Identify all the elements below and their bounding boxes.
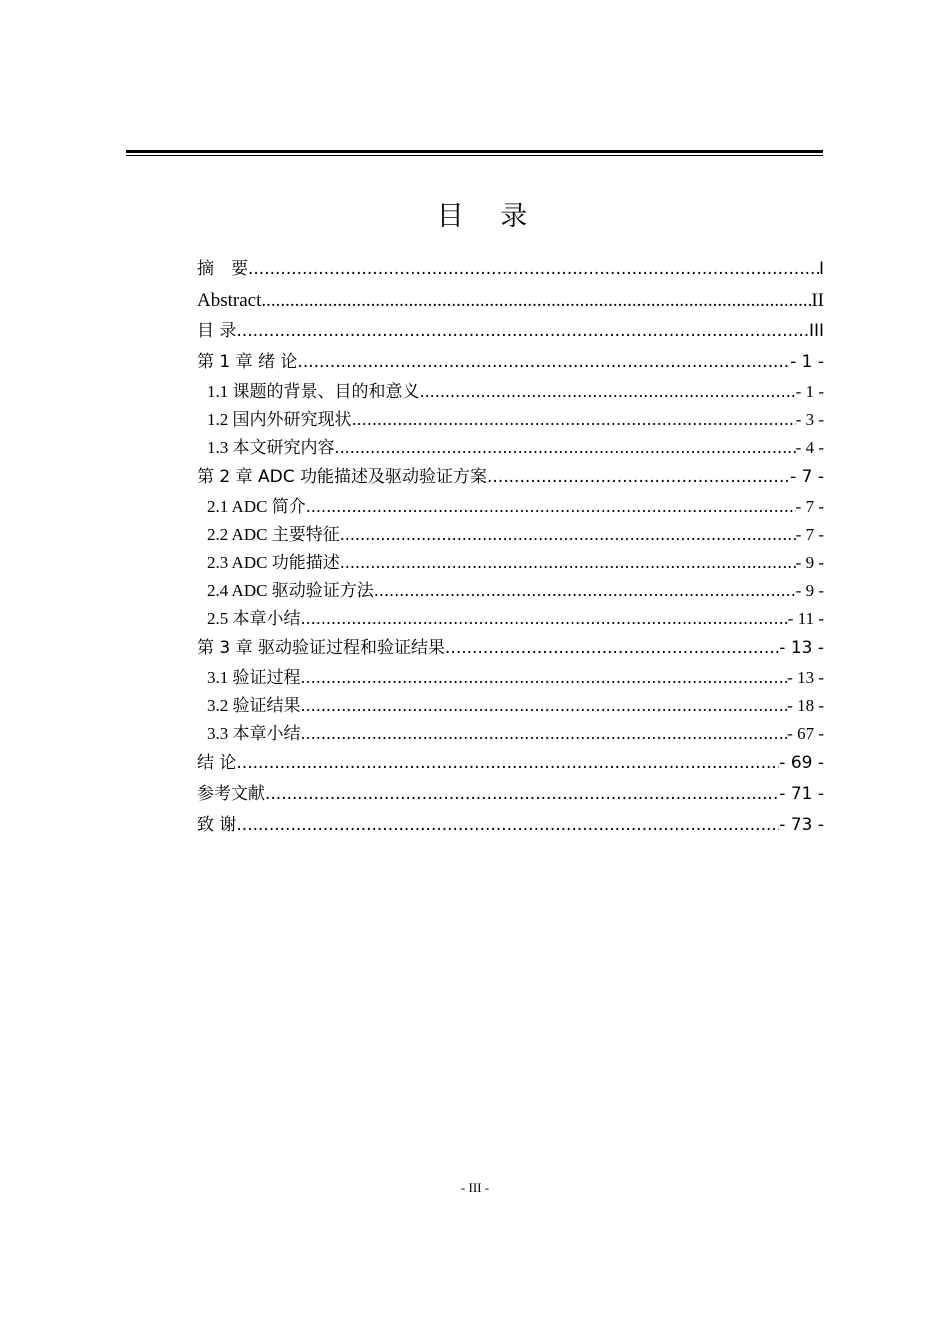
- toc-entry-section-2-1[interactable]: [197, 493, 824, 521]
- toc-entry-contents[interactable]: [197, 316, 824, 347]
- toc-entry-section-1-1[interactable]: [197, 378, 824, 406]
- toc-leader-dots: [236, 810, 779, 841]
- toc-entry-label: 第 1 章 绪 论: [197, 352, 298, 372]
- toc-entry-page: I: [818, 259, 824, 279]
- toc-leader-dots: [261, 285, 811, 316]
- toc-entry-label: 3.1 验证过程: [207, 668, 301, 687]
- toc-entry-page: - 9 -: [795, 581, 824, 600]
- toc-leader-dots: [487, 462, 790, 493]
- toc-entry-page: - 4 -: [795, 438, 824, 457]
- header-rule-thick: [126, 150, 823, 153]
- toc-entry-label: 1.3 本文研究内容: [207, 438, 335, 457]
- toc-entry-label: 参考文献: [197, 784, 265, 804]
- table-of-contents: [197, 254, 824, 841]
- toc-entry-label: 3.3 本章小结: [207, 724, 301, 743]
- toc-entry-label: Abstract: [197, 290, 262, 311]
- toc-entry-page: - 13 -: [779, 638, 824, 658]
- toc-leader-dots: [265, 779, 779, 810]
- toc-entry-page: - 1 -: [795, 382, 824, 401]
- toc-entry-page: II: [811, 290, 824, 311]
- toc-leader-dots: [335, 434, 796, 462]
- toc-entry-label: 2.3 ADC 功能描述: [207, 553, 340, 572]
- toc-entry-page: - 71 -: [779, 784, 824, 804]
- toc-entry-page: - 13 -: [787, 668, 824, 687]
- toc-entry-label: 1.1 课题的背景、目的和意义: [207, 382, 420, 401]
- toc-entry-page: - 69 -: [779, 753, 824, 773]
- toc-entry-page: - 7 -: [795, 497, 824, 516]
- toc-leader-dots: [248, 254, 819, 285]
- toc-entry-label: 2.5 本章小结: [207, 609, 301, 628]
- toc-entry-section-2-2[interactable]: [197, 521, 824, 549]
- toc-leader-dots: [301, 605, 788, 633]
- toc-entry-label: 第 2 章 ADC 功能描述及驱动验证方案: [197, 467, 488, 487]
- toc-leader-dots: [340, 549, 796, 577]
- toc-entry-chapter-1[interactable]: [197, 347, 824, 378]
- toc-entry-page: - 7 -: [795, 525, 824, 544]
- toc-entry-label: 目 录: [197, 321, 237, 341]
- toc-entry-page: - 18 -: [787, 696, 824, 715]
- toc-entry-page: - 1 -: [790, 352, 824, 372]
- toc-entry-label: 2.4 ADC 驱动验证方法: [207, 581, 374, 600]
- toc-entry-page: - 7 -: [790, 467, 824, 487]
- toc-leader-dots: [236, 316, 809, 347]
- toc-entry-page: - 67 -: [787, 724, 824, 743]
- toc-leader-dots: [236, 748, 779, 779]
- toc-entry-abstract-cn[interactable]: [197, 254, 824, 285]
- toc-entry-label: 致 谢: [197, 815, 237, 835]
- toc-entry-page: - 73 -: [779, 815, 824, 835]
- toc-entry-page: - 11 -: [787, 609, 824, 628]
- toc-entry-chapter-3[interactable]: [197, 633, 824, 664]
- page-number-footer: - III -: [460, 1180, 490, 1195]
- toc-entry-section-3-2[interactable]: [197, 692, 824, 720]
- toc-entry-section-1-2[interactable]: [197, 406, 824, 434]
- toc-leader-dots: [301, 692, 788, 720]
- toc-leader-dots: [340, 521, 796, 549]
- toc-entry-label: 摘 要: [197, 259, 248, 279]
- toc-entry-section-2-5[interactable]: [197, 605, 824, 633]
- toc-entry-abstract-en[interactable]: [197, 285, 824, 316]
- toc-entry-page: - 3 -: [795, 410, 824, 429]
- toc-entry-label: 第 3 章 驱动验证过程和验证结果: [197, 638, 446, 658]
- toc-entry-acknowledgements[interactable]: [197, 810, 824, 841]
- toc-entry-conclusion[interactable]: [197, 748, 824, 779]
- toc-entry-section-3-3[interactable]: [197, 720, 824, 748]
- toc-entry-label: 2.2 ADC 主要特征: [207, 525, 340, 544]
- header-rule-thin: [126, 155, 823, 156]
- toc-leader-dots: [301, 720, 788, 748]
- toc-entry-label: 1.2 国内外研究现状: [207, 410, 352, 429]
- toc-leader-dots: [301, 664, 788, 692]
- toc-entry-chapter-2[interactable]: [197, 462, 824, 493]
- toc-leader-dots: [352, 406, 796, 434]
- toc-entry-label: 结 论: [197, 753, 237, 773]
- toc-leader-dots: [445, 633, 779, 664]
- toc-entry-references[interactable]: [197, 779, 824, 810]
- toc-entry-section-2-4[interactable]: [197, 577, 824, 605]
- toc-entry-label: 3.2 验证结果: [207, 696, 301, 715]
- toc-entry-label: 2.1 ADC 简介: [207, 497, 306, 516]
- page-title: 目 录: [436, 201, 542, 232]
- toc-entry-section-3-1[interactable]: [197, 664, 824, 692]
- toc-leader-dots: [420, 378, 796, 406]
- toc-entry-section-1-3[interactable]: [197, 434, 824, 462]
- toc-leader-dots: [306, 493, 796, 521]
- toc-leader-dots: [374, 577, 796, 605]
- toc-leader-dots: [297, 347, 790, 378]
- toc-entry-page: III: [808, 321, 824, 341]
- toc-entry-section-2-3[interactable]: [197, 549, 824, 577]
- toc-entry-page: - 9 -: [795, 553, 824, 572]
